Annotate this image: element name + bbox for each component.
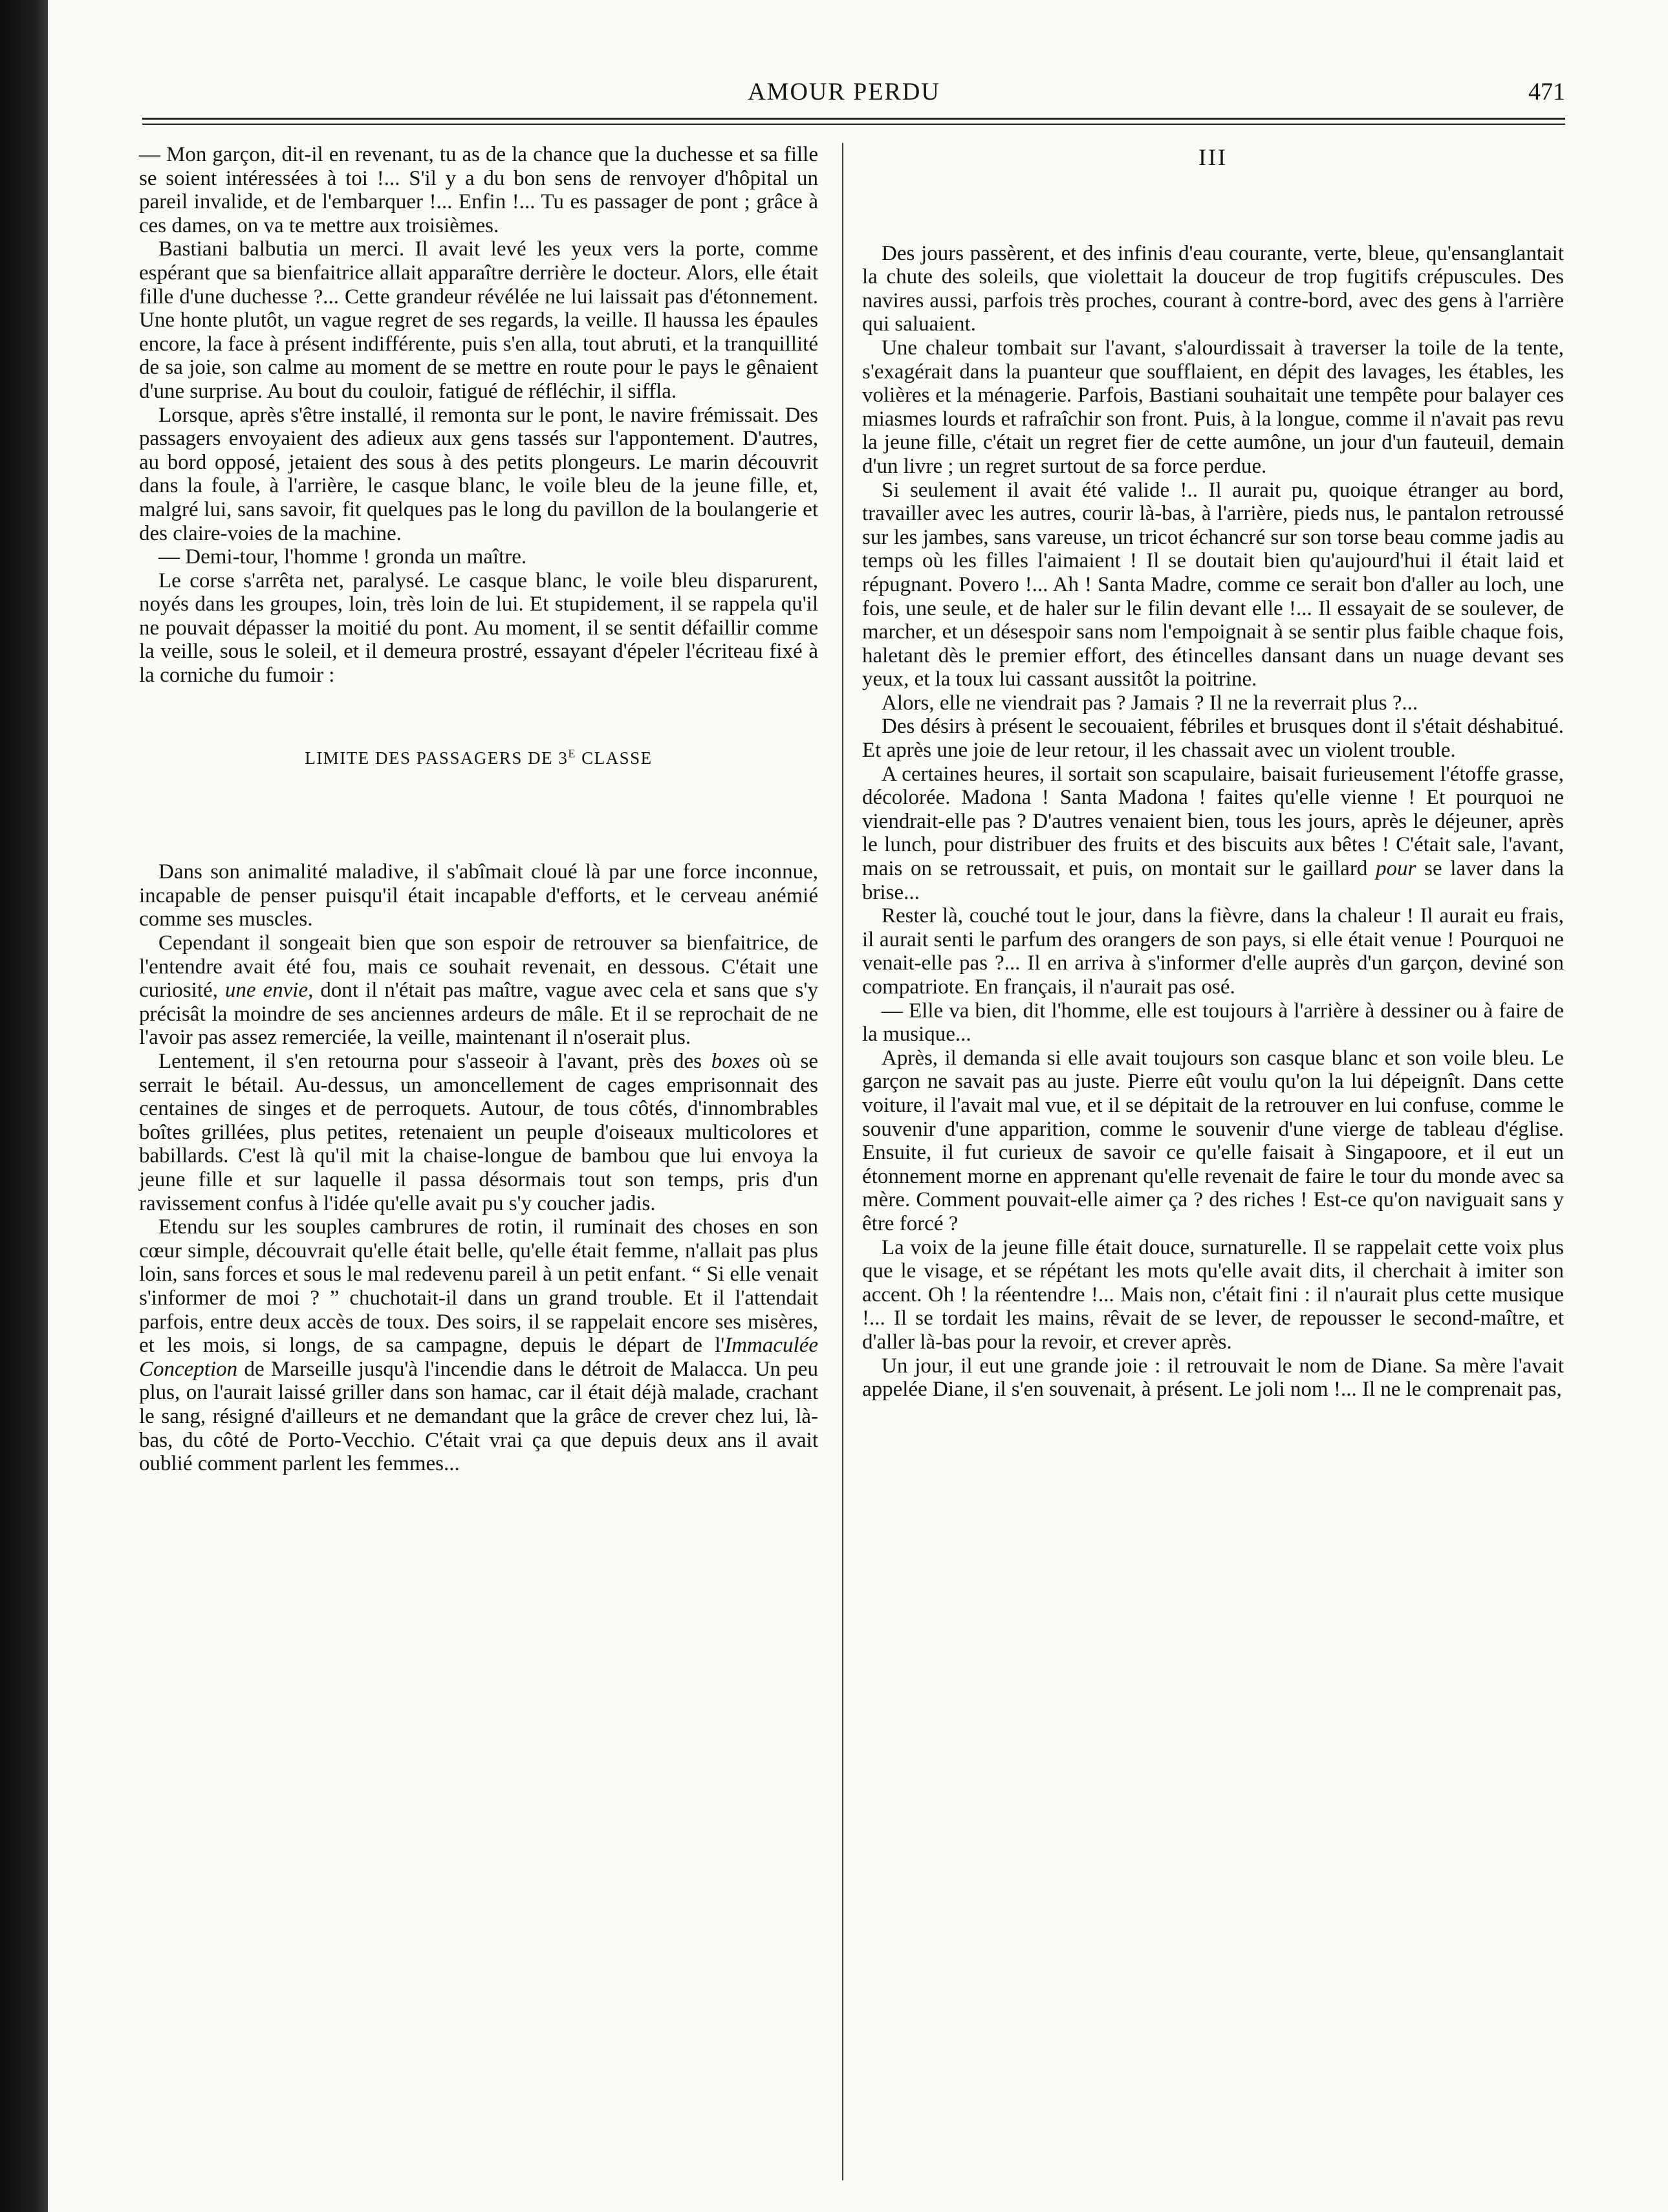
paragraph: Le corse s'arrêta net, paralysé. Le casque blanc, le voile bleu disparurent, noyés dans les groupes, loin, très loin de lui. Et stupidement, il se rappela qu'il ne pouvait dépasser la moitié du pont. Au moment, il se sentit défaillir comme la veille, sous le soleil, et il demeura prostré, essayant d'épeler l'écriteau fixé à la corniche du fumoir : — [139, 569, 818, 688]
page-number: 471 — [1528, 78, 1565, 105]
sign-suffix: CLASSE — [576, 748, 653, 768]
paragraph: Des jours passèrent, et des infinis d'eau courante, verte, bleue, qu'ensanglantait la chute des soleils, que violettait la douceur de trop fugitifs crépuscules. Des navires aussi, parfois très proches, courant à contre-bord, avec des gens à l'arrière qui saluaient. — [862, 241, 1564, 336]
paragraph — [139, 1050, 818, 1215]
text-run: de Marseille jusqu'à l'incendie dans le détroit de Malacca. Un peu plus, on l'aurait laissé griller dans son hamac, car il était déjà malade, crachant le sang, résigné d'ailleurs et ne demandant que la grâce de crever chez lui, là-bas, du côté de Porto-Vecchio. C'était vrai ça que depuis deux ans il avait oublié comment parlent les femmes... — [139, 1357, 818, 1476]
header-rule — [142, 118, 1565, 125]
paragraph: — Elle va bien, dit l'homme, elle est toujours à l'arrière à dessiner ou à faire de la musique... — [862, 999, 1564, 1046]
paragraph: — Mon garçon, dit-il en revenant, tu as de la chance que la duchesse et sa fille se soient intéressées à toi !... S'il y a du bon sens de renvoyer d'hôpital un pareil invalide, et de l'embarquer !... Enfin !... Tu es passager de pont ; grâce à ces dames, on va te mettre aux troisièmes. — [139, 143, 818, 237]
left-column — [139, 143, 818, 1476]
sign-text: LIMITE DES PASSAGERS DE 3 — [305, 748, 569, 768]
paragraph — [862, 763, 1564, 905]
paragraph: Rester là, couché tout le jour, dans la fièvre, dans la chaleur ! Il aurait eu frais, il aurait senti le parfum des orangers de son pays, si elle était venue ! Pourquoi ne venait-elle pas ?... Il en arriva à s'informer d'elle auprès d'un garçon, deviné son compatriote. En français, il n'aurait pas osé. — [862, 904, 1564, 999]
text-run: , dont il n'était pas maître, vague avec cela et sans que s'y précisât la moindre de ses anciennes ardeurs de mâle. Et il se reprochait de ne l'avoir pas assez remerciée, la veille, maintenant il n'oserait plus. — [139, 979, 818, 1050]
page-binding-edge — [0, 0, 48, 2212]
paragraph: La voix de la jeune fille était douce, surnaturelle. Il se rappelait cette voix plus que le visage, et se répétant les mots qu'elle avait dits, il cherchait à imiter son accent. Oh ! la réentendre !... Mais non, c'était fini : il n'aurait plus cette musique !... Il se tordait les mains, rêvait de se lever, de repousser le second-maître, et d'aller là-bas pour la revoir, et crever après. — [862, 1235, 1564, 1354]
italic-text: pour — [1376, 857, 1416, 881]
running-title: AMOUR PERDU — [748, 78, 940, 105]
italic-text: boxes — [711, 1050, 760, 1073]
column-divider — [842, 143, 843, 2180]
paragraph: Lorsque, après s'être installé, il remonta sur le pont, le navire frémissait. Des passagers envoyaient des adieux aux gens tassés sur l'appontement. D'autres, au bord opposé, jetaient des sous à des petits plongeurs. Le marin découvrit dans la foule, à l'arrière, le casque blanc, le voile bleu de la jeune fille, et, malgré lui, sans savoir, fit quelques pas le long du pavillon de la boulangerie et des claire-voies de la machine. — [139, 403, 818, 545]
right-column — [862, 143, 1564, 1402]
text-run: Cependant il songeait bien que son espoir de retrouver sa bienfaitrice, de l'entendre avait été fou, mais ce souhait revenait, en dessous. C'était une curiosité, — [139, 931, 818, 1003]
paragraph — [139, 1215, 818, 1476]
paragraph: Des désirs à présent le secouaient, fébriles et brusques dont il s'était déshabitué. Et après une joie de leur retour, il les chassait avec un violent trouble. — [862, 715, 1564, 763]
text-run: A certaines heures, il sortait son scapulaire, baisait furieusement l'étoffe grasse, décolorée. Madona ! Santa Madona ! faites qu'elle vienne ! Et pourquoi ne viendrait-elle pas ? D'autres venaient bien, tous les jours, après le déjeuner, après le lunch, pour distribuer des fruits et des biscuits aux bêtes ! C'était sale, l'avant, mais on se retroussait, et puis, on montait sur le gaillard — [862, 762, 1564, 881]
text-run: se laver dans la brise... — [862, 857, 1564, 904]
section-heading: III — [1198, 144, 1228, 170]
sign-superscript: E — [568, 746, 576, 760]
book-page — [139, 78, 1565, 2193]
text-run: où se serrait le bétail. Au-dessus, un amoncellement de cages emprisonnait des centaines de singes et de perroquets. Autour, de tous côtés, d'innombrables boîtes grillées, plus petites, retenaient un peuple d'oiseaux multicolores et babillards. C'est là qu'il mit la chaise-longue de bambou que lui envoya la jeune fille et sur laquelle il passa désormais tout son temps, pris d'un ravissement confus à l'idée qu'elle avait pu s'y coucher jadis. — [139, 1050, 818, 1215]
italic-text: une envie — [224, 979, 309, 1003]
paragraph: — Demi-tour, l'homme ! gronda un maître. — [158, 545, 527, 569]
running-head — [142, 78, 1565, 116]
paragraph: Une chaleur tombait sur l'avant, s'alourdissait à traverser la toile de la tente, s'exagérait dans la puanteur que soufflaient, en dépit des lavages, les étables, les volières et la ménagerie. Parfois, Bastiani souhaitait une tempête pour balayer ces miasmes lourds et rafraîchir son front. Puis, à la longue, comme il n'avait pas revu la jeune fille, c'était un regret fier de cette aumône, un jour d'un fauteuil, demain d'un livre ; un regret surtout de sa force perdue. — [862, 336, 1564, 478]
paragraph: Après, il demanda si elle avait toujours son casque blanc et son voile bleu. Le garçon ne savait pas au juste. Pierre eût voulu qu'on la lui dépeignît. Dans cette voiture, il l'avait mal vue, et il se dépitait de la retrouver en lui confuse, comme le souvenir d'une apparition, comme le souvenir d'une vierge de tableau d'église. Ensuite, il fut curieux de savoir ce qu'elle faisait à Singapoore, et il eut un étonnement morne en apprenant qu'elle revenait de faire le tour du monde avec sa mère. Comment pouvait-elle aimer ça ? des riches ! Est-ce qu'on naviguait sans y être forcé ? — [862, 1046, 1564, 1235]
paragraph — [139, 931, 818, 1050]
italic-text: Immaculée Conception — [139, 1334, 818, 1381]
text-run: Etendu sur les souples cambrures de rotin, il ruminait des choses en son cœur simple, découvrait qu'elle était belle, qu'elle était femme, n'allait pas plus loin, sans forces et sous le mal redevenu pareil à un petit enfant. “ Si elle venait s'informer de moi ? ” chuchotait-il dans un grand trouble. Et il l'attendait parfois, entre deux accès de toux. Des soirs, il se rappelait encore ses misères, et les mois, si longs, de sa campagne, depuis le départ de l' — [139, 1215, 818, 1358]
paragraph: Dans son animalité maladive, il s'abîmait cloué là par une force inconnue, incapable de penser puisqu'il était incapable d'efforts, et le cerveau anémié comme ses muscles. — [139, 860, 818, 931]
paragraph: Bastiani balbutia un merci. Il avait levé les yeux vers la porte, comme espérant que sa bienfaitrice allait apparaître derrière le docteur. Alors, elle était fille d'une duchesse ?... Cette grandeur révélée ne lui laissait pas d'étonnement. Une honte plutôt, un vague regret de ses regards, la veille. Il haussa les épaules encore, la face à présent indifférente, puis s'en alla, tout abruti, et la tranquillité de sa joie, son calme au moment de se mettre en route pour le pays le gênaient d'une surprise. Au bout du couloir, fatigué de réfléchir, il siffla. — [139, 237, 818, 403]
paragraph: Alors, elle ne viendrait pas ? Jamais ? Il ne la reverrait plus ?... — [882, 691, 1418, 715]
text-columns — [139, 143, 1564, 2180]
paragraph: Si seulement il avait été valide !.. Il aurait pu, quoique étranger au bord, travailler avec les autres, courir là-bas, à l'arrière, pieds nus, le pantalon retroussé sur les jambes, sans vareuse, un tricot échancré sur son torse beau comme jadis au temps où les filles l'aimaient ! Il se doutait bien qu'aujourd'hui il était laid et répugnant. Povero !... Ah ! Santa Madre, comme ce serait bon d'aller au loch, une fois, une seule, et de haler sur le filin devant elle !... Il essayait de se soulever, de marcher, et un désespoir sans nom l'empoignait à se sentir plus faible chaque fois, haletant dès le premier effort, des étincelles dansant dans un nuage devant ses yeux, et la toux lui cassant aussitôt la poitrine. — [862, 478, 1564, 691]
notice-sign-text — [139, 742, 818, 770]
paragraph: Un jour, il eut une grande joie : il retrouvait le nom de Diane. Sa mère l'avait appelée Diane, il s'en souvenait, à présent. Le joli nom !... Il ne le comprenait pas, — [862, 1354, 1564, 1402]
text-run: Lentement, il s'en retourna pour s'asseoir à l'avant, près des — [158, 1050, 711, 1073]
